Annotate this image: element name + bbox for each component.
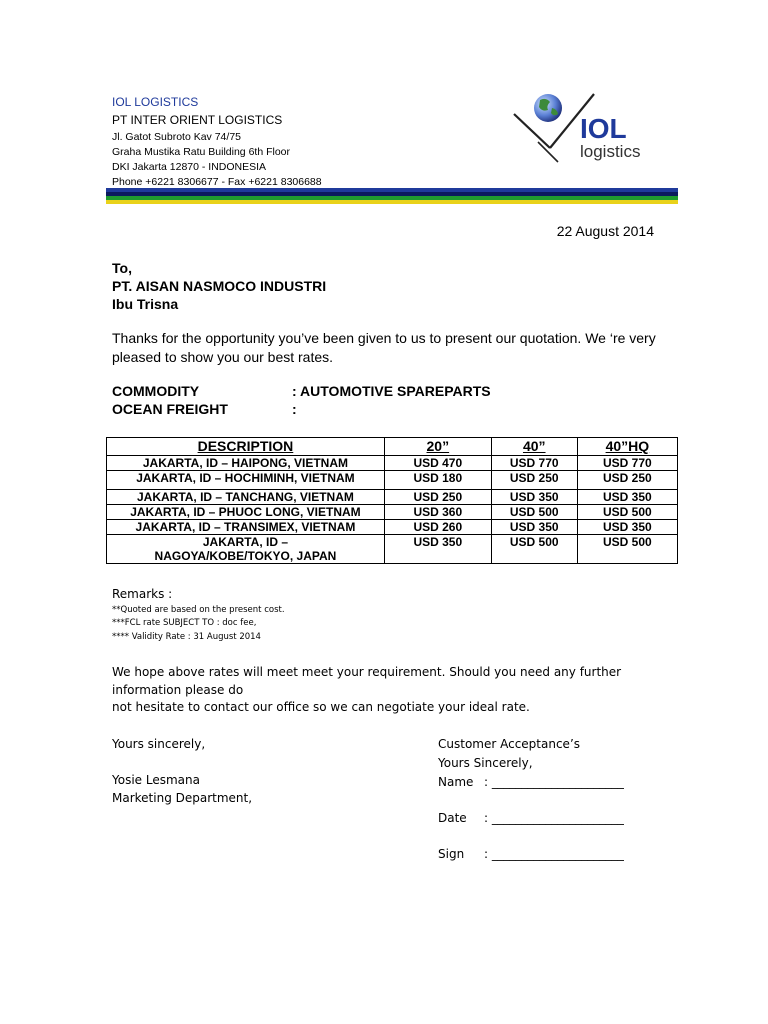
date-label: Date bbox=[438, 811, 467, 825]
name-label: Name bbox=[438, 775, 474, 789]
name-field bbox=[438, 775, 624, 789]
rate-40hq-cell: USD 350 bbox=[577, 520, 677, 535]
header-description: DESCRIPTION bbox=[107, 438, 385, 456]
rate-40hq-cell: USD 250 bbox=[577, 471, 677, 490]
remarks-title: Remarks : bbox=[112, 587, 173, 601]
recipient-block bbox=[112, 259, 326, 313]
table-header-row bbox=[107, 438, 678, 456]
closing-line-3: not hesitate to contact our office so we can negotiate your ideal rate. bbox=[112, 700, 530, 714]
route-cell: JAKARTA, ID – TANCHANG, VIETNAM bbox=[107, 490, 385, 505]
closing-line-2: information please do bbox=[112, 682, 244, 697]
rate-40-cell: USD 350 bbox=[491, 490, 577, 505]
rate-40hq-cell: USD 500 bbox=[577, 535, 677, 564]
commodity-value: : AUTOMOTIVE SPAREPARTS bbox=[292, 383, 491, 399]
customer-acceptance-title: Customer Acceptance’s bbox=[438, 737, 581, 751]
address-line-3: DKI Jakarta 12870 - INDONESIA bbox=[112, 161, 267, 173]
ocean-freight-label: OCEAN FREIGHT bbox=[112, 401, 228, 417]
header-40hq: 40”HQ bbox=[577, 438, 677, 456]
rate-20-cell: USD 250 bbox=[384, 490, 491, 505]
route-cell: JAKARTA, ID – HAIPONG, VIETNAM bbox=[107, 456, 385, 471]
header-stripes bbox=[106, 188, 678, 205]
logo-logistics-text: logistics bbox=[580, 142, 641, 161]
header-20ft: 20” bbox=[384, 438, 491, 456]
stripe-yellow bbox=[106, 200, 678, 204]
intro-paragraph: Thanks for the opportunity you’ve been given to us to present our quotation. We ‘re very pleased to show you our best rates. bbox=[112, 330, 656, 365]
address-line-2: Graha Mustika Ratu Building 6th Floor bbox=[112, 146, 291, 158]
recipient-person: Ibu Trisna bbox=[112, 296, 179, 312]
recipient-to: To, bbox=[112, 260, 132, 276]
sender-greeting: Yours sincerely, bbox=[112, 737, 206, 751]
rate-40-cell: USD 500 bbox=[491, 505, 577, 520]
commodity-line bbox=[112, 383, 491, 399]
closing-line-1: We hope above rates will meet meet your requirement. Should you need any further bbox=[112, 665, 622, 679]
rate-20-cell: USD 180 bbox=[384, 471, 491, 490]
company-logo bbox=[508, 86, 668, 166]
rate-20-cell: USD 470 bbox=[384, 456, 491, 471]
table-row bbox=[107, 535, 678, 564]
route-cell: JAKARTA, ID – HOCHIMINH, VIETNAM bbox=[107, 471, 385, 490]
rate-40hq-cell: USD 770 bbox=[577, 456, 677, 471]
ocean-freight-value: : bbox=[292, 401, 297, 417]
rates-table bbox=[106, 437, 678, 564]
table-row bbox=[107, 456, 678, 471]
rate-40hq-cell: USD 500 bbox=[577, 505, 677, 520]
table-row bbox=[107, 490, 678, 505]
globe-logo-icon bbox=[508, 86, 668, 166]
commodity-label: COMMODITY bbox=[112, 383, 200, 399]
company-short-name: IOL LOGISTICS bbox=[112, 95, 199, 109]
remark-item: ***FCL rate SUBJECT TO : doc fee, bbox=[112, 618, 257, 628]
table-row bbox=[107, 505, 678, 520]
route-cell: JAKARTA, ID – PHUOC LONG, VIETNAM bbox=[107, 505, 385, 520]
sender-department: Marketing Department, bbox=[112, 791, 253, 805]
logo-iol-text: IOL bbox=[580, 113, 627, 144]
route-cell: JAKARTA, ID – TRANSIMEX, VIETNAM bbox=[107, 520, 385, 535]
address-line-1: Jl. Gatot Subroto Kav 74/75 bbox=[112, 131, 241, 143]
remark-item: **Quoted are based on the present cost. bbox=[112, 605, 285, 615]
rate-40-cell: USD 350 bbox=[491, 520, 577, 535]
route-cell: JAKARTA, ID – NAGOYA/KOBE/TOKYO, JAPAN bbox=[107, 535, 385, 564]
rate-40-cell: USD 250 bbox=[491, 471, 577, 490]
sign-label: Sign bbox=[438, 847, 465, 861]
rate-40-cell: USD 500 bbox=[491, 535, 577, 564]
sender-name: Yosie Lesmana bbox=[112, 773, 200, 787]
rate-20-cell: USD 360 bbox=[384, 505, 491, 520]
rate-40hq-cell: USD 350 bbox=[577, 490, 677, 505]
date-blank-line: : ______________________ bbox=[484, 811, 624, 825]
remark-item: **** Validity Rate : 31 August 2014 bbox=[112, 632, 261, 642]
ocean-freight-line bbox=[112, 401, 297, 417]
name-blank-line: : ______________________ bbox=[484, 775, 624, 789]
header-40ft: 40” bbox=[491, 438, 577, 456]
company-name: PT INTER ORIENT LOGISTICS bbox=[112, 113, 283, 127]
table-row bbox=[107, 520, 678, 535]
table-row bbox=[107, 471, 678, 490]
phone-fax: Phone +6221 8306677 - Fax +6221 8306688 bbox=[112, 176, 322, 188]
customer-greeting: Yours Sincerely, bbox=[438, 756, 533, 770]
sign-blank-line: : ______________________ bbox=[484, 847, 624, 861]
sign-field bbox=[438, 847, 624, 861]
rate-20-cell: USD 350 bbox=[384, 535, 491, 564]
date-field bbox=[438, 811, 624, 825]
rate-20-cell: USD 260 bbox=[384, 520, 491, 535]
letter-date: 22 August 2014 bbox=[556, 223, 654, 239]
closing-paragraph bbox=[112, 664, 672, 717]
recipient-company: PT. AISAN NASMOCO INDUSTRI bbox=[112, 278, 327, 294]
rate-40-cell: USD 770 bbox=[491, 456, 577, 471]
